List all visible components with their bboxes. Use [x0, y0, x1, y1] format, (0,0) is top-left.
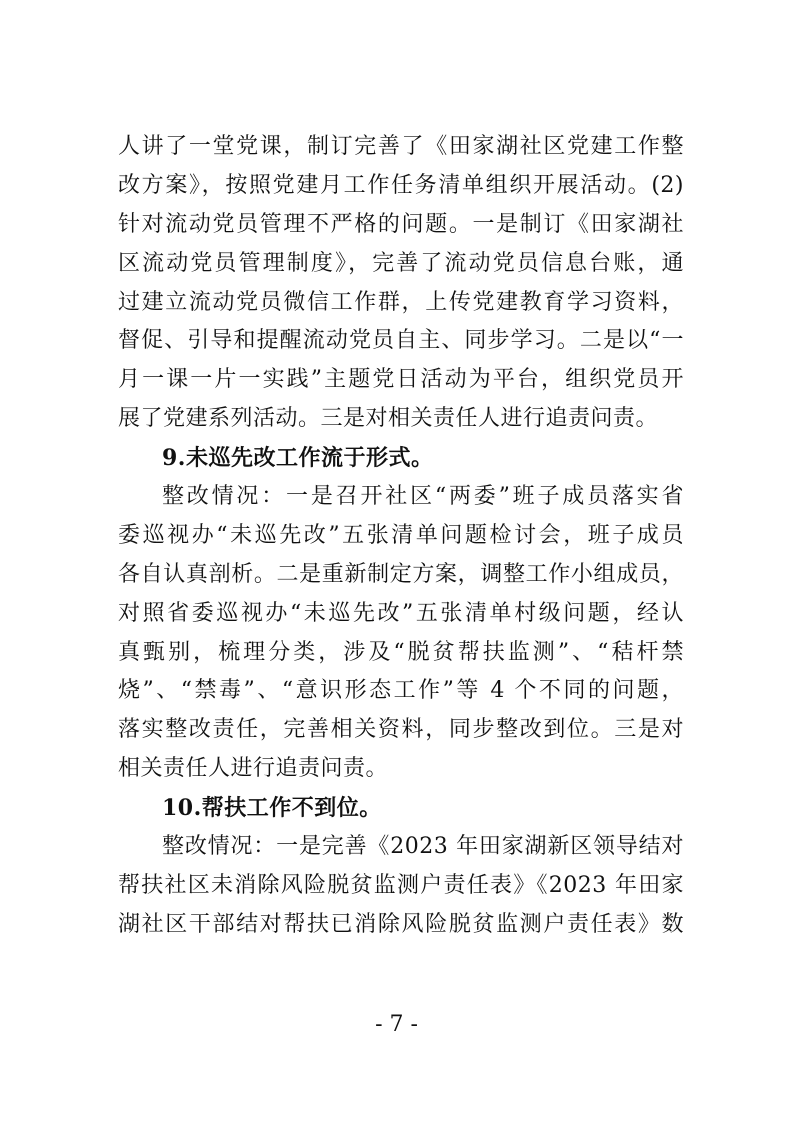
- text-line: 展了党建系列活动。三是对相关责任人进行追责问责。: [118, 406, 659, 432]
- section-heading-10: 10.帮扶工作不到位。: [162, 795, 382, 822]
- text-line: 人讲了一堂党课，制订完善了《田家湖社区党建工作整: [118, 134, 684, 159]
- section-heading-9: 9.未巡先改工作流于形式。: [162, 445, 434, 472]
- text-line: 督促、引导和提醒流动党员自主、同步学习。二是以“一: [118, 328, 684, 354]
- text-line: 改方案》，按照党建月工作任务清单组织开展活动。(2): [118, 172, 684, 198]
- text-line: 过建立流动党员微信工作群，上传党建教育学习资料，: [118, 289, 684, 315]
- text-line: 烧”、“禁毒”、“意识形态工作”等 4 个不同的问题，: [118, 678, 684, 704]
- text-line: 相关责任人进行追责问责。: [118, 756, 389, 782]
- text-line: 湖社区干部结对帮扶已消除风险脱贫监测户责任表》数: [118, 911, 684, 937]
- text-line: 委巡视办“未巡先改”五张清单问题检讨会，班子成员: [118, 522, 684, 548]
- text-line: 各自认真剖析。二是重新制定方案，调整工作小组成员，: [118, 561, 684, 587]
- text-line: 落实整改责任，完善相关资料，同步整改到位。三是对: [118, 717, 684, 743]
- text-line: 整改情况：一是完善《2023 年田家湖新区领导结对: [162, 834, 684, 860]
- text-line: 对照省委巡视办“未巡先改”五张清单村级问题，经认: [118, 600, 684, 626]
- text-line: 区流动党员管理制度》，完善了流动党员信息台账，通: [118, 250, 684, 276]
- text-line: 月一课一片一实践”主题党日活动为平台，组织党员开: [118, 367, 684, 393]
- page-number: - 7 -: [375, 1012, 418, 1037]
- text-line: 真甄别，梳理分类，涉及“脱贫帮扶监测”、“秸杆禁: [118, 639, 684, 665]
- body-text: [118, 128, 684, 945]
- text-line: 帮扶社区未消除风险脱贫监测户责任表》《2023 年田家: [118, 872, 684, 898]
- text-line: 针对流动党员管理不严格的问题。一是制订《田家湖社: [118, 211, 684, 237]
- text-line: 整改情况：一是召开社区“两委”班子成员落实省: [162, 484, 684, 510]
